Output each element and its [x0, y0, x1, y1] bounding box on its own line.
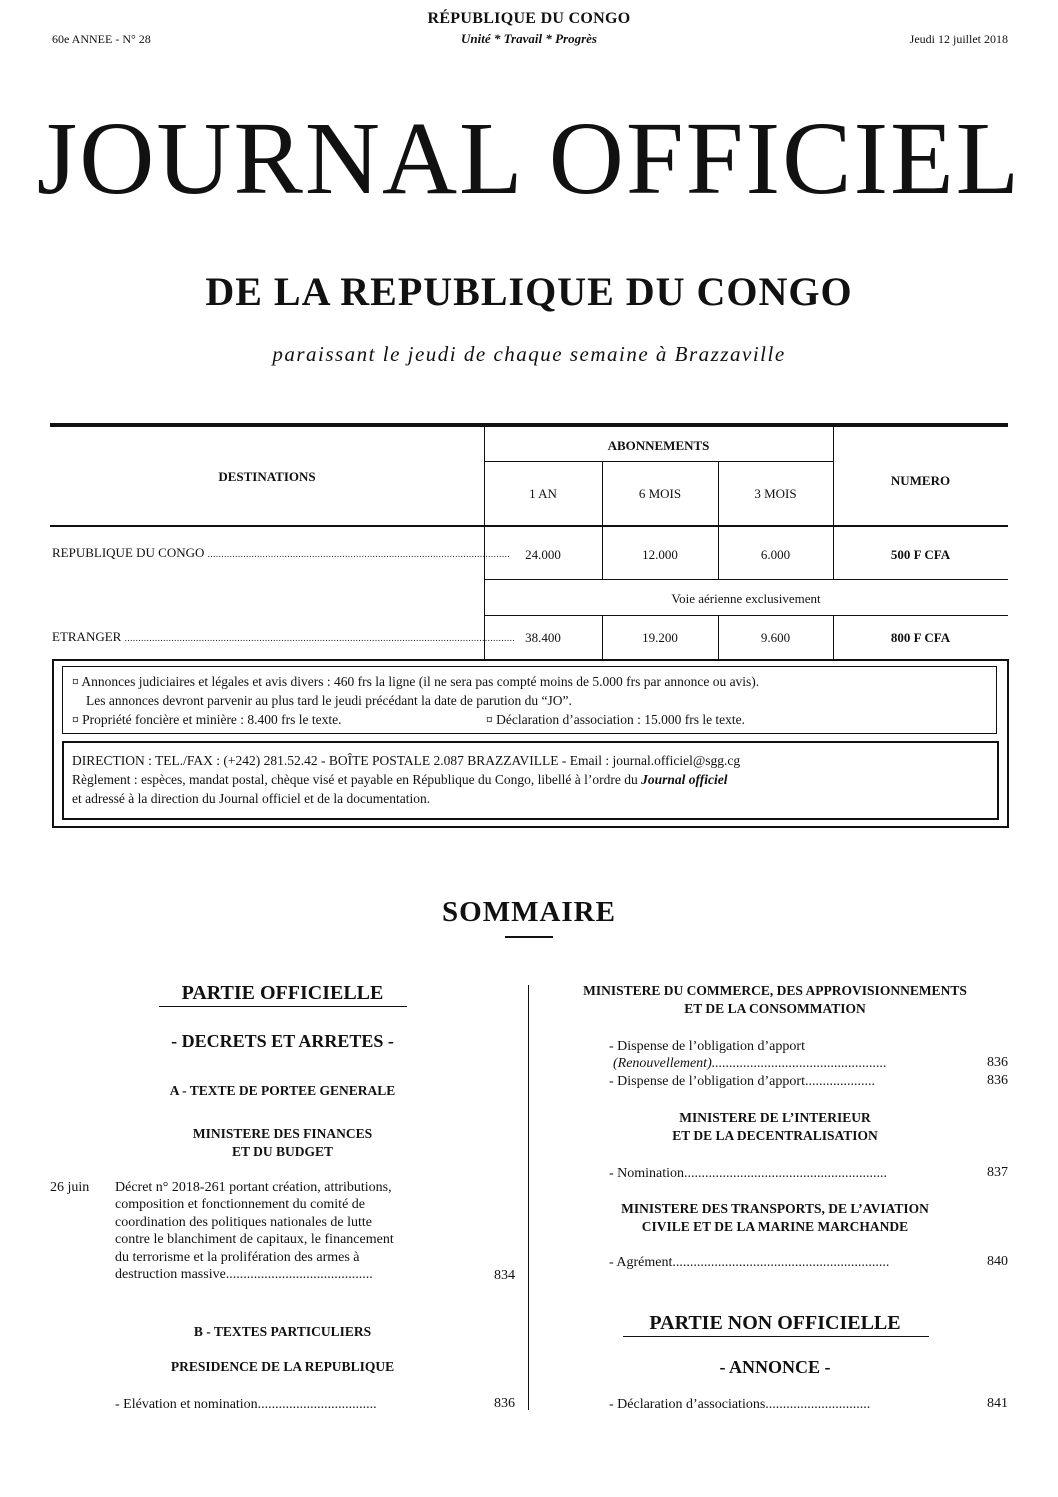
subsection-heading: A - TEXTE DE PORTEE GENERALE: [169, 1083, 396, 1098]
ministry-heading: MINISTERE DU COMMERCE, DES APPROVISIONNEMENTS: [583, 983, 967, 998]
issue-date: Jeudi 12 juillet 2018: [909, 32, 1008, 46]
numero-header: NUMERO: [890, 473, 951, 488]
period-header: 3 MOIS: [754, 486, 797, 501]
heading-underline: [159, 1006, 407, 1007]
table-top-rule: [50, 423, 1008, 427]
notice-line: Les annonces devront parvenir au plus tard le jeudi précédant la date de parution du “JO”.: [86, 693, 572, 708]
period-header: 1 AN: [529, 486, 557, 501]
national-motto: Unité * Travail * Progrès: [460, 31, 597, 46]
direction-line: Règlement : espèces, mandat postal, chèque visé et payable en République du Congo, libellé à l’ordre du Journal officiel: [72, 772, 728, 787]
table-divider: [484, 461, 833, 462]
page-number: 836: [987, 1073, 1008, 1088]
price-cell: 38.400: [525, 630, 561, 645]
ministry-heading: ET DE LA CONSOMMATION: [684, 1001, 866, 1016]
table-divider: [484, 615, 1008, 616]
subsection-heading: B - TEXTES PARTICULIERS: [193, 1324, 372, 1339]
price-cell: 24.000: [525, 547, 561, 562]
toc-entry: - Nomination..........................................................: [609, 1166, 888, 1181]
toc-entry: - Agrément..............................................................: [609, 1255, 890, 1270]
page-number: 836: [987, 1055, 1008, 1070]
decree-text: destruction massive..........................................: [115, 1267, 373, 1282]
column-divider: [528, 985, 529, 1410]
ministry-heading: MINISTERE DE L’INTERIEUR: [679, 1110, 871, 1125]
decree-text: composition et fonctionnement du comité de: [115, 1197, 365, 1212]
toc-entry: - Dispense de l’obligation d’apport: [609, 1039, 805, 1054]
ministry-heading: ET DE LA DECENTRALISATION: [672, 1128, 878, 1143]
ministry-heading: CIVILE ET DE LA MARINE MARCHANDE: [641, 1219, 909, 1234]
table-divider: [50, 525, 1008, 527]
air-mail-note: Voie aérienne exclusivement: [671, 591, 821, 606]
numero-price: 500 F CFA: [890, 547, 951, 562]
journal-subtitle: DE LA REPUBLIQUE DU CONGO: [205, 269, 853, 314]
page-number: 841: [987, 1396, 1008, 1411]
ministry-heading: PRESIDENCE DE LA REPUBLIQUE: [170, 1359, 395, 1374]
page-number: 834: [494, 1268, 515, 1283]
page-number: 836: [494, 1396, 515, 1411]
period-header: 6 MOIS: [638, 486, 682, 501]
ministry-heading: MINISTERE DES TRANSPORTS, DE L’AVIATION: [621, 1201, 929, 1216]
page-number: 840: [987, 1254, 1008, 1269]
publication-tagline: paraissant le jeudi de chaque semaine à Brazzaville: [272, 342, 786, 366]
decree-text: contre le blanchiment de capitaux, le financement: [115, 1232, 394, 1247]
journal-title: JOURNAL OFFICIEL: [36, 101, 1022, 216]
numero-price: 800 F CFA: [890, 630, 951, 645]
decree-text: Décret n° 2018-261 portant création, attributions,: [115, 1180, 392, 1195]
direction-line: et adressé à la direction du Journal officiel et de la documentation.: [72, 791, 431, 806]
price-cell: 6.000: [760, 547, 791, 562]
heading-underline: [623, 1336, 929, 1337]
notice-line: ¤ Propriété foncière et minière : 8.400 frs le texte.: [72, 712, 342, 727]
destinations-header: DESTINATIONS: [218, 469, 316, 484]
table-divider: [484, 579, 1008, 580]
toc-entry: - Déclaration d’associations..............................: [609, 1397, 871, 1412]
price-cell: 9.600: [760, 630, 791, 645]
price-cell: 12.000: [642, 547, 678, 562]
ministry-heading: ET DU BUDGET: [231, 1144, 334, 1159]
sommaire-title: SOMMAIRE: [442, 896, 616, 928]
decree-text: coordination des politiques nationales de lutte: [115, 1215, 372, 1230]
decree-text: du terrorisme et la prolifération des armes à: [115, 1250, 360, 1265]
toc-entry: - Dispense de l’obligation d’apport....................: [609, 1074, 875, 1089]
destination-label: ETRANGER ..............................................................................................................................................: [52, 629, 516, 644]
toc-entry: (Renouvellement)..................................................: [613, 1056, 887, 1071]
notice-line: ¤ Annonces judiciaires et légales et avis divers : 460 frs la ligne (il ne sera pas compté moins de 5.000 frs par annonce ou avis).: [72, 674, 760, 689]
direction-line: DIRECTION : TEL./FAX : (+242) 281.52.42 - BOÎTE POSTALE 2.087 BRAZZAVILLE - Email : journal.officiel@sgg.cg: [72, 753, 741, 768]
ministry-heading: MINISTERE DES FINANCES: [192, 1126, 373, 1141]
part-heading: PARTIE NON OFFICIELLE: [649, 1312, 901, 1334]
decree-date: 26 juin: [50, 1180, 90, 1195]
price-cell: 19.200: [642, 630, 678, 645]
page-number: 837: [987, 1165, 1008, 1180]
title-underline: [505, 936, 553, 938]
toc-entry: - Elévation et nomination..................................: [115, 1397, 377, 1412]
part-heading: PARTIE OFFICIELLE: [181, 982, 384, 1004]
abonnements-header: ABONNEMENTS: [607, 438, 710, 453]
country-name: RÉPUBLIQUE DU CONGO: [427, 10, 631, 27]
section-heading: - ANNONCE -: [719, 1357, 831, 1377]
issue-number: 60e ANNEE - N° 28: [52, 32, 151, 46]
section-heading: - DECRETS ET ARRETES -: [171, 1031, 394, 1051]
notice-line: ¤ Déclaration d’association : 15.000 frs le texte.: [486, 712, 746, 727]
destination-label: REPUBLIQUE DU CONGO ..............................................................................................................: [52, 545, 511, 560]
